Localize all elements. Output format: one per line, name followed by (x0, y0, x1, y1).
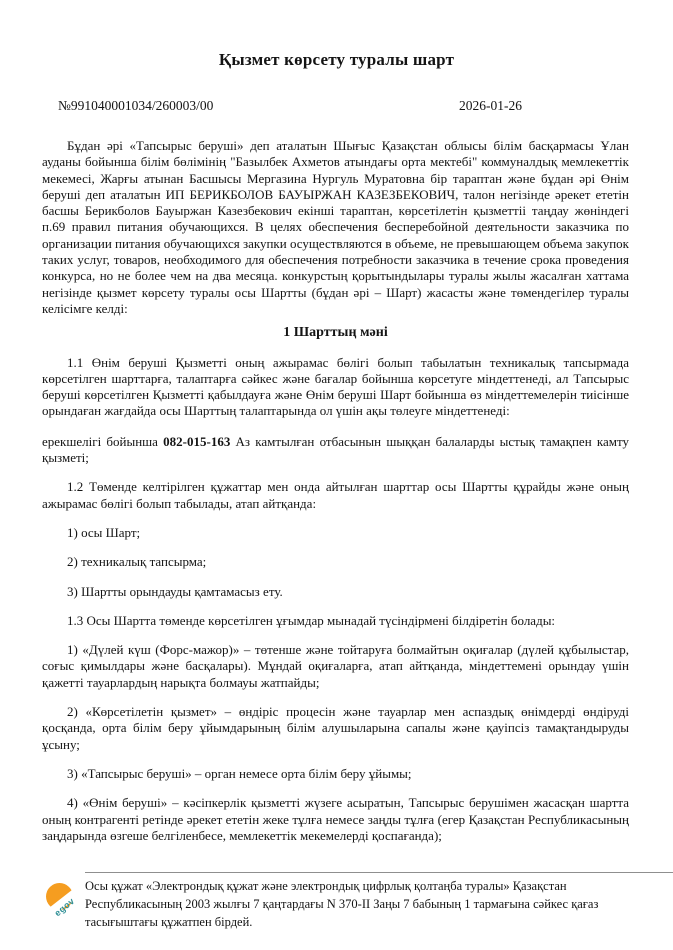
footer-note-text: Осы құжат «Электрондық құжат және электрондық цифрлық қолтаңба туралы» Қазақстан Республикасының 2003 жылғы 7 қаңтардағы N 370-II Заңы 7 бабының 1 тармағына сәйкес қағаз тасығыштағы құжатпен бірдей. (85, 879, 599, 929)
list-item: 3) Шартты орындауды қамтамасыз ету. (67, 583, 283, 599)
intro-paragraph: Бұдан әрі «Тапсырыс беруші» деп аталатын Шығыс Қазақстан облысы білім басқармасы Ұлан ауданы бойынша білім бөлімінің "Базылбек Ахметов атындағы орта мектебі" коммуналдық мемлекеттік мекемесі, Жарғы атынан Басшысы Мергазина Нургуль Муратовна бір тараптан және бұдан әрі Өнім беруші деп аталатын ИП БЕРИКБОЛОВ БАУЫРЖАН КАЗЕЗБЕКОВИЧ, талон негізінде әрекет ететін басшы Берикболов Бауыржан Казезбекович екінші тараптан, көрсетілетін қызметтіі таңдау жөніндегі п.69 правил питания обучающихся. В целях обеспечения бесперебойной деятельности заказчика по организации питания обучающихся закупки осуществляются в объеме, не превышающем объема закупок таких услуг, товаров, необходимого для обеспечения потребности заказчика в течение срока проведения конкурса, но не более чем на два месяца. конкурстың қорытындылары туралы жылы жасалған хаттама негізінде қызмет көрсету туралы осы Шартты (бұдан әрі – Шарт) жасасты және төмендегілер туралы келісімге келді: (42, 138, 629, 316)
egov-logo-icon (44, 882, 80, 924)
special-service-suffix: Аз камтылған отбасынын шыққан балаларды ыстық тамақпен камту қызметі; (42, 433, 629, 466)
definition-item: 2) «Көрсетілетін қызмет» – өндіріс процесін және тауарлар мен аспаздық өнімдерді өндіруді қосқанда, орта білім беру ұйымдарының білім алушыларына сапалы және қауіпсіз тамақтандыруды ұсыну; (42, 704, 629, 752)
contract-doc-list (42, 525, 629, 600)
doc-number: №991040001034/260003/00 (58, 98, 214, 113)
special-service-prefix: ерекшелігі бойынша (42, 433, 164, 449)
clause-1-1: 1.1 Өнім беруші Қызметті оның ажырамас бөлігі болып табылатын техникалық тапсырмада көрсетілген шарттарға, талаптарға сәйкес және бағалар бойынша көрсетуге міндеттенеді, ал Тапсырыс беруші көрсетілген Қызметті қабылдауға және Өнім беруші Шарт бойынша өз міндеттемелерін тиісінше орындаған жағдайда осы Шарттың талаптарында ол үшін ақы төлеуге міндеттенеді: (42, 354, 629, 419)
footer-legal-note (85, 872, 673, 931)
clause-1-3: 1.3 Осы Шартта төменде көрсетілген ұғымдар мынадай түсіндірмені білдіретін болады: (67, 612, 556, 628)
section-1-heading: 1 Шарттың мәні (283, 325, 388, 341)
definition-item: 3) «Тапсырыс беруші» – орган немесе орта білім беру ұйымы; (67, 765, 412, 781)
document-body (42, 138, 629, 844)
definitions-list (42, 642, 629, 844)
document-header-row (0, 98, 673, 115)
page-title: Қызмет көрсету туралы шарт (218, 50, 455, 69)
special-service-clause (42, 434, 629, 467)
service-code: 082-015-163 (163, 433, 231, 449)
list-item: 1) осы Шарт; (67, 524, 141, 540)
list-item: 2) техникалық тапсырма; (67, 554, 207, 570)
definition-item: 4) «Өнім беруші» – кәсіпкерлік қызметті жүзеге асыратын, Тапсырыс берушімен жасасқан шартта оның контрагенті ретінде әрекет ететін жеке тұлға немесе заңды тұлға (егер Қазақстан Республикасының заңдарында өзгеше белгіленбесе, мемлекеттік мекемелерді қоспағанда); (42, 795, 629, 843)
definition-item: 1) «Дүлей күш (Форс-мажор)» – төтенше және тойтаруға болмайтын оқиғалар (дүлей құбылыстар, соғыс қимылдары және басқалары). Мұндай оқиғаларға, атап айтқанда, міндеттемені орындау үшін қажетті тауарлардың нарықта болмауы жатпайды; (42, 642, 629, 690)
doc-date: 2026-01-26 (459, 98, 522, 113)
egov-logo-text: egov (52, 895, 77, 919)
clause-1-2: 1.2 Төменде келтірілген құжаттар мен онда айтылған шарттар осы Шартты құрайды және оның ажырамас бөлігі болып табылады, атап айтқанда: (42, 479, 629, 511)
